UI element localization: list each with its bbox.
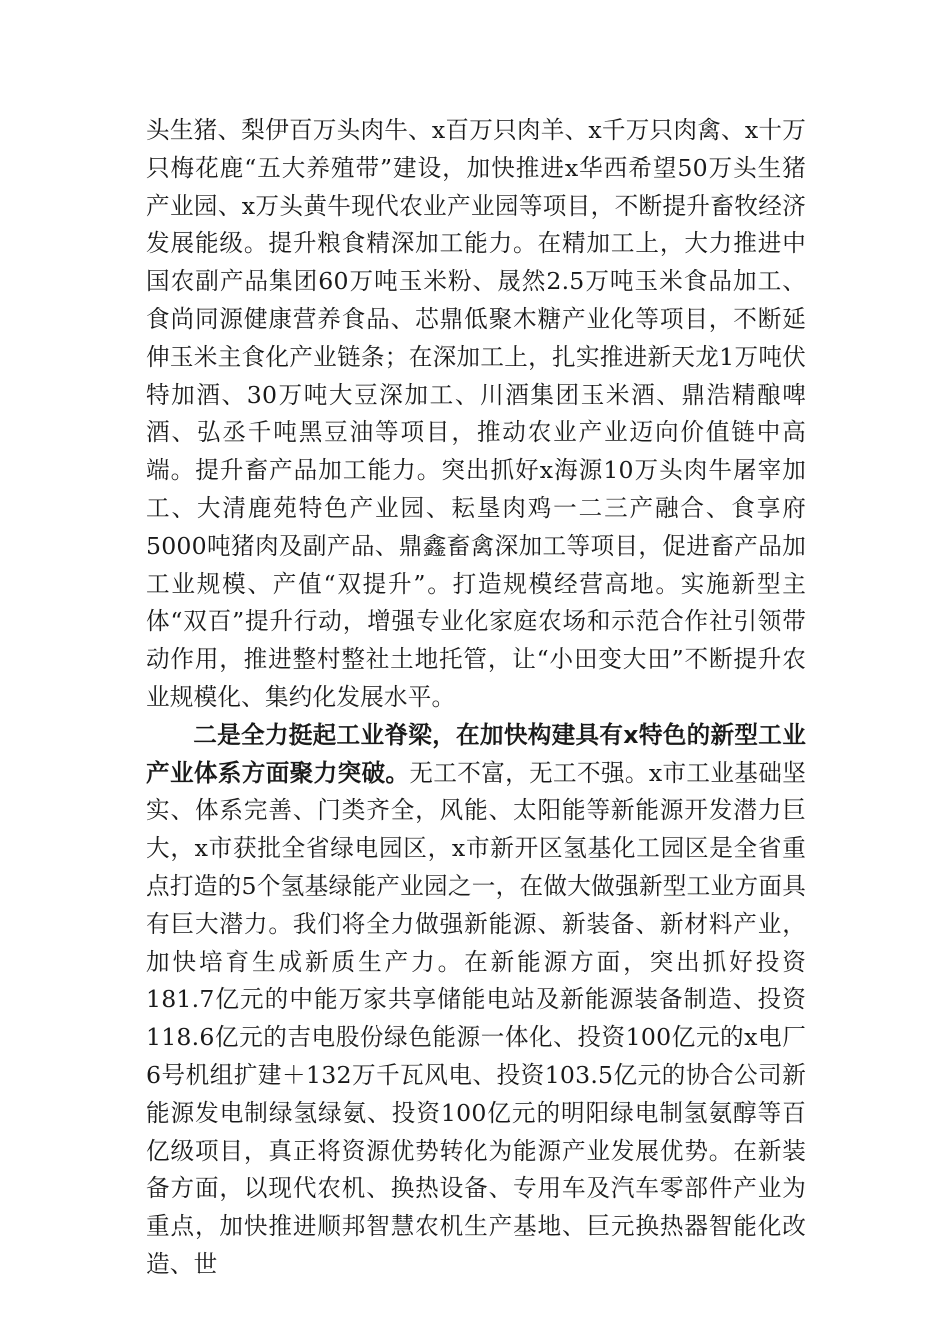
paragraph-industry bbox=[146, 717, 806, 1284]
document-body bbox=[146, 112, 806, 1284]
paragraph-body-text: 无工不富，无工不强。x市工业基础坚实、体系完善、门类齐全，风能、太阳能等新能源开发潜力巨大，x市获批全省绿电园区，x市新开区氢基化工园区是全省重点打造的5个氢基绿能产业园之一，在做大做强新型工业方面具有巨大潜力。我们将全力做强新能源、新装备、新材料产业，加快培育生成新质生产力。在新能源方面，突出抓好投资181.7亿元的中能万家共享储能电站及新能源装备制造、投资118.6亿元的吉电股份绿色能源一体化、投资100亿元的x电厂6号机组扩建＋132万千瓦风电、投资103.5亿元的协合公司新能源发电制绿氢绿氨、投资100亿元的明阳绿电制氢氨醇等百亿级项目，真正将资源优势转化为能源产业发展优势。在新装备方面，以现代农机、换热设备、专用车及汽车零部件产业为重点，加快推进顺邦智慧农机生产基地、巨元换热器智能化改造、世 bbox=[146, 758, 806, 1278]
paragraph-lead-heading: 二是全力挺起工业脊梁，在加快构建具有x特色的新型工业产业体系方面聚力突破。 bbox=[146, 720, 806, 787]
paragraph-continued: 头生猪、梨伊百万头肉牛、x百万只肉羊、x千万只肉禽、x十万只梅花鹿“五大养殖带”建设，加快推进x华西希望50万头生猪产业园、x万头黄牛现代农业产业园等项目，不断提升畜牧经济发展能级。提升粮食精深加工能力。在精加工上，大力推进中国农副产品集团60万吨玉米粉、晟然2.5万吨玉米食品加工、食尚同源健康营养食品、芯鼎低聚木糖产业化等项目，不断延伸玉米主食化产业链条；在深加工上，扎实推进新天龙1万吨伏特加酒、30万吨大豆深加工、川酒集团玉米酒、鼎浩精酿啤酒、弘丞千吨黑豆油等项目，推动农业产业迈向价值链中高端。提升畜产品加工能力。突出抓好x海源10万头肉牛屠宰加工、大清鹿苑特色产业园、耘垦肉鸡一二三产融合、食享府5000吨猪肉及副产品、鼎鑫畜禽深加工等项目，促进畜产品加工业规模、产值“双提升”。打造规模经营高地。实施新型主体“双百”提升行动，增强专业化家庭农场和示范合作社引领带动作用，推进整村整社土地托管，让“小田变大田”不断提升农业规模化、集约化发展水平。 bbox=[146, 116, 806, 711]
